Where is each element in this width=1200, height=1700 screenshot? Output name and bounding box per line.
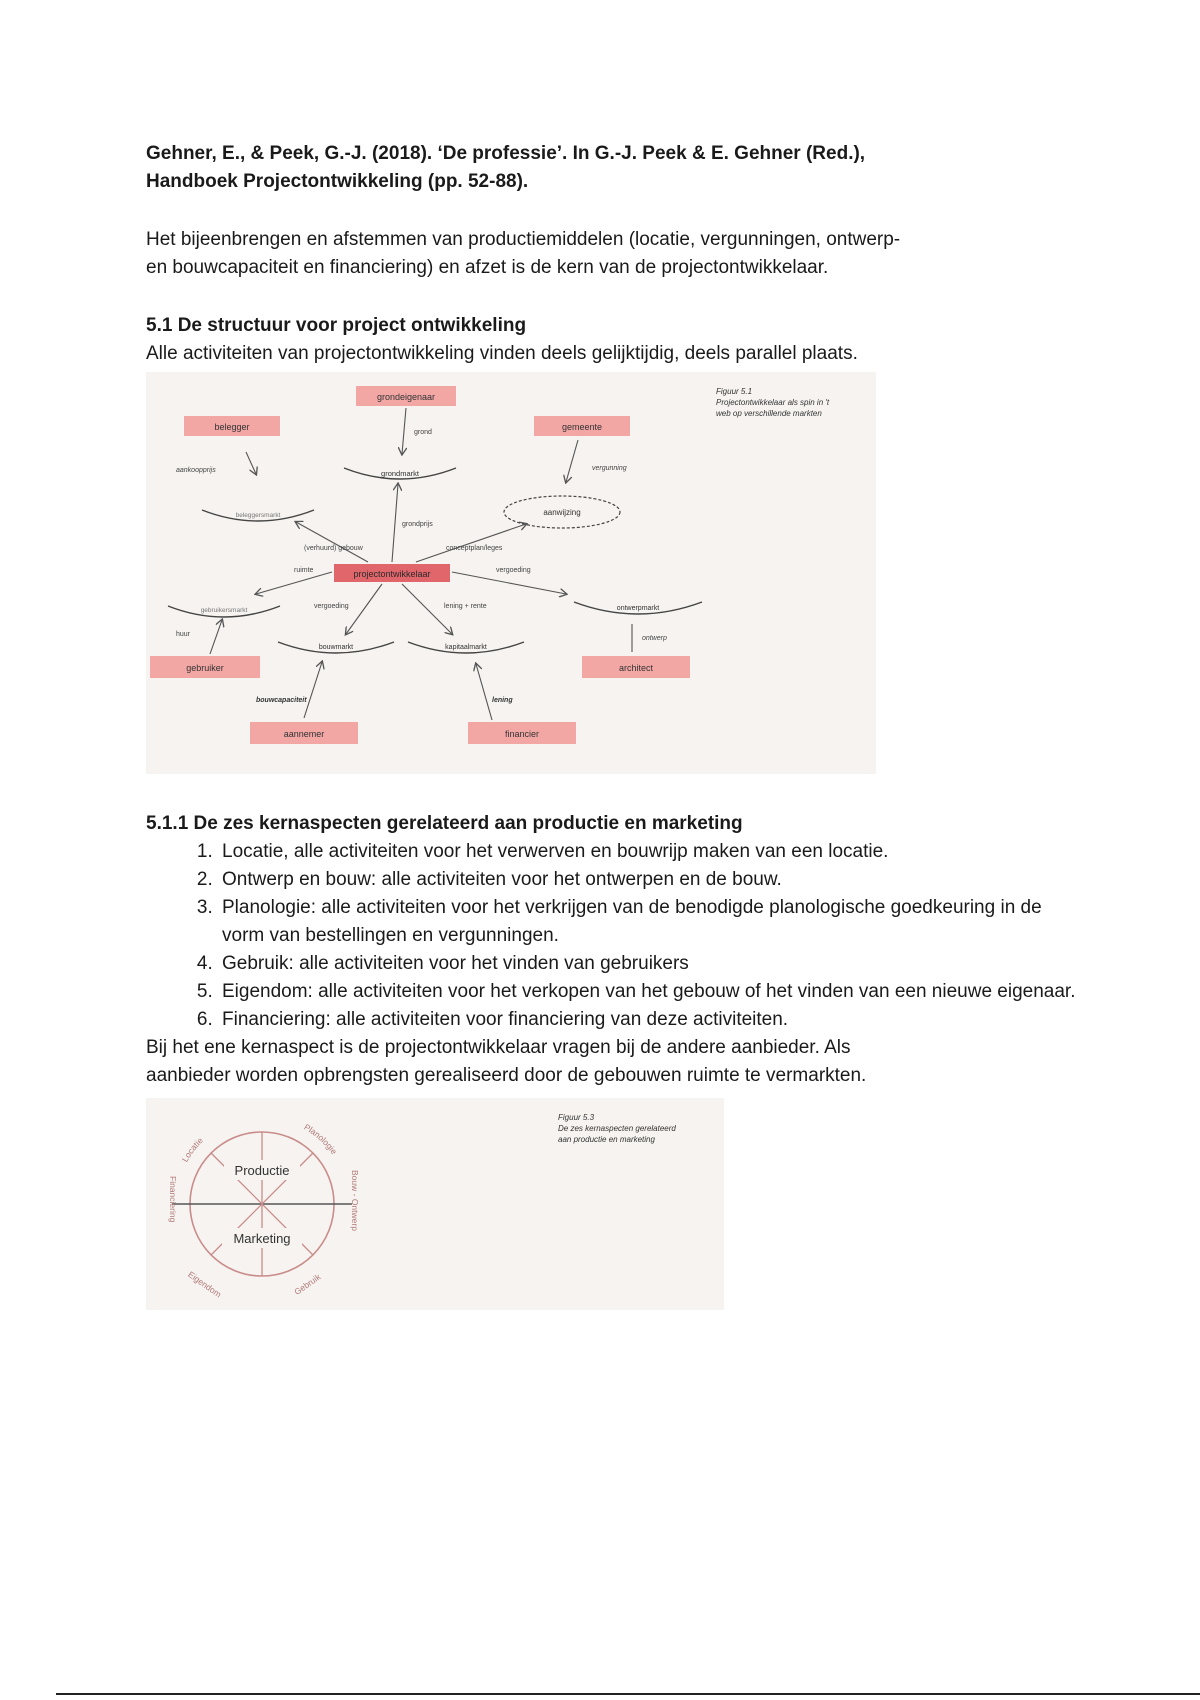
label-aankoopprijs: aankoopprijs (176, 467, 216, 474)
footer-rule (56, 1693, 1200, 1695)
box-belegger-label: belegger (214, 422, 250, 432)
section-5-1-text: Alle activiteiten van projectontwikkeling vinden deels gelijktijdig, deels parallel plaats. (146, 343, 858, 364)
box-gebruiker-label: gebruiker (186, 663, 224, 673)
kapitaalmarkt-label: kapitaalmarkt (445, 644, 487, 651)
kernaspecten-list (146, 838, 1076, 1034)
label-conceptplan: conceptplan/leges (446, 545, 503, 552)
figure-5-1 (146, 372, 876, 774)
after-list-line-1: Bij het ene kernaspect is de projectontwikkelaar vragen bij de andere aanbieder. Als (146, 1037, 851, 1058)
box-architect-label: architect (618, 663, 654, 673)
reference-line-2: Handboek Projectontwikkeling (pp. 52-88). (146, 171, 529, 192)
ring-label-gebruik: Gebruik (292, 1271, 323, 1297)
figure-5-1-caption-2: Projectontwikkelaar als spin in 't (716, 398, 830, 407)
figure-5-3-diagram (146, 1098, 724, 1310)
figure-5-3 (146, 1098, 724, 1310)
label-ontwerp: ontwerp (642, 635, 667, 642)
label-ruimte: ruimte (294, 567, 314, 574)
center-box-label: projectontwikkelaar (353, 569, 431, 579)
list-item: 4. Gebruik: alle activiteiten voor het vinden van gebruikers (218, 950, 1076, 978)
label-vergoeding-left: vergoeding (314, 603, 349, 610)
label-huur: huur (176, 631, 191, 638)
ring-label-locatie: Locatie (179, 1135, 205, 1164)
figure-5-3-caption-2: De zes kernaspecten gerelateerd (558, 1124, 676, 1133)
marketing-label: Marketing (233, 1231, 291, 1246)
figure-5-1-diagram (146, 372, 876, 774)
list-item: 6. Financiering: alle activiteiten voor financiering van deze activiteiten. (218, 1006, 1076, 1034)
label-lening-rente: lening + rente (444, 603, 487, 610)
figure-5-1-caption-1: Figuur 5.1 (716, 387, 753, 396)
section-5-1-1-heading: 5.1.1 De zes kernaspecten gerelateerd aan productie en marketing (146, 813, 743, 834)
beleggersmarkt-label: beleggersmarkt (235, 512, 281, 519)
list-item: 5. Eigendom: alle activiteiten voor het verkopen van het gebouw of het vinden van een nieuwe eigenaar. (218, 978, 1076, 1006)
ring-label-planologie: Planologie (302, 1121, 340, 1157)
label-gebouw: (verhuurd) gebouw (304, 545, 363, 552)
label-vergunning: vergunning (592, 465, 627, 472)
ontwerpmarkt-label: ontwerpmarkt (616, 605, 660, 612)
gebruikersmarkt-label: gebruikersmarkt (200, 607, 248, 614)
label-bouwcapaciteit: bouwcapaciteit (256, 697, 307, 704)
figure-5-3-caption-3: aan productie en marketing (558, 1135, 655, 1144)
reference-line-1: Gehner, E., & Peek, G.-J. (2018). ‘De professie’. In G.-J. Peek & E. Gehner (Red.), (146, 143, 866, 164)
ring-label-financiering: Financiering (168, 1176, 178, 1223)
list-item: 3. Planologie: alle activiteiten voor het verkrijgen van de benodigde planologische goedkeuring in de vorm van bestellingen en vergunningen. (218, 894, 1076, 950)
section-5-1-heading: 5.1 De structuur voor project ontwikkeling (146, 315, 527, 336)
intro-line-1: Het bijeenbrengen en afstemmen van productiemiddelen (locatie, vergunningen, ontwerp- (146, 229, 901, 250)
label-lening: lening (492, 697, 513, 704)
label-grondprijs: grondprijs (402, 521, 433, 528)
box-aannemer-label: aannemer (283, 729, 325, 739)
productie-label: Productie (234, 1163, 290, 1178)
intro-line-2: en bouwcapaciteit en financiering) en afzet is de kern van de projectontwikkelaar. (146, 257, 829, 278)
after-list-line-2: aanbieder worden opbrengsten gerealiseerd door de gebouwen ruimte te vermarkten. (146, 1065, 867, 1086)
ring-label-eigendom: Eigendom (186, 1269, 224, 1300)
figure-5-3-caption-1: Figuur 5.3 (558, 1113, 595, 1122)
list-item: 2. Ontwerp en bouw: alle activiteiten voor het ontwerpen en de bouw. (218, 866, 1076, 894)
list-item: 1. Locatie, alle activiteiten voor het verwerven en bouwrijp maken van een locatie. (218, 838, 1076, 866)
label-grond: grond (414, 429, 432, 436)
box-grondeigenaar-label: grondeigenaar (376, 392, 436, 402)
aanwijzing-label: aanwijzing (543, 508, 581, 517)
figure-5-1-caption-3: web op verschillende markten (716, 409, 822, 418)
document-page (146, 140, 1076, 1310)
box-gemeente-label: gemeente (561, 422, 603, 432)
box-financier-label: financier (504, 729, 540, 739)
label-vergoeding-right: vergoeding (496, 567, 531, 574)
ring-label-bouw: Bouw - Ontwerp (350, 1170, 360, 1231)
bouwmarkt-label: bouwmarkt (318, 644, 354, 651)
grondmarkt-label: grondmarkt (381, 469, 419, 478)
